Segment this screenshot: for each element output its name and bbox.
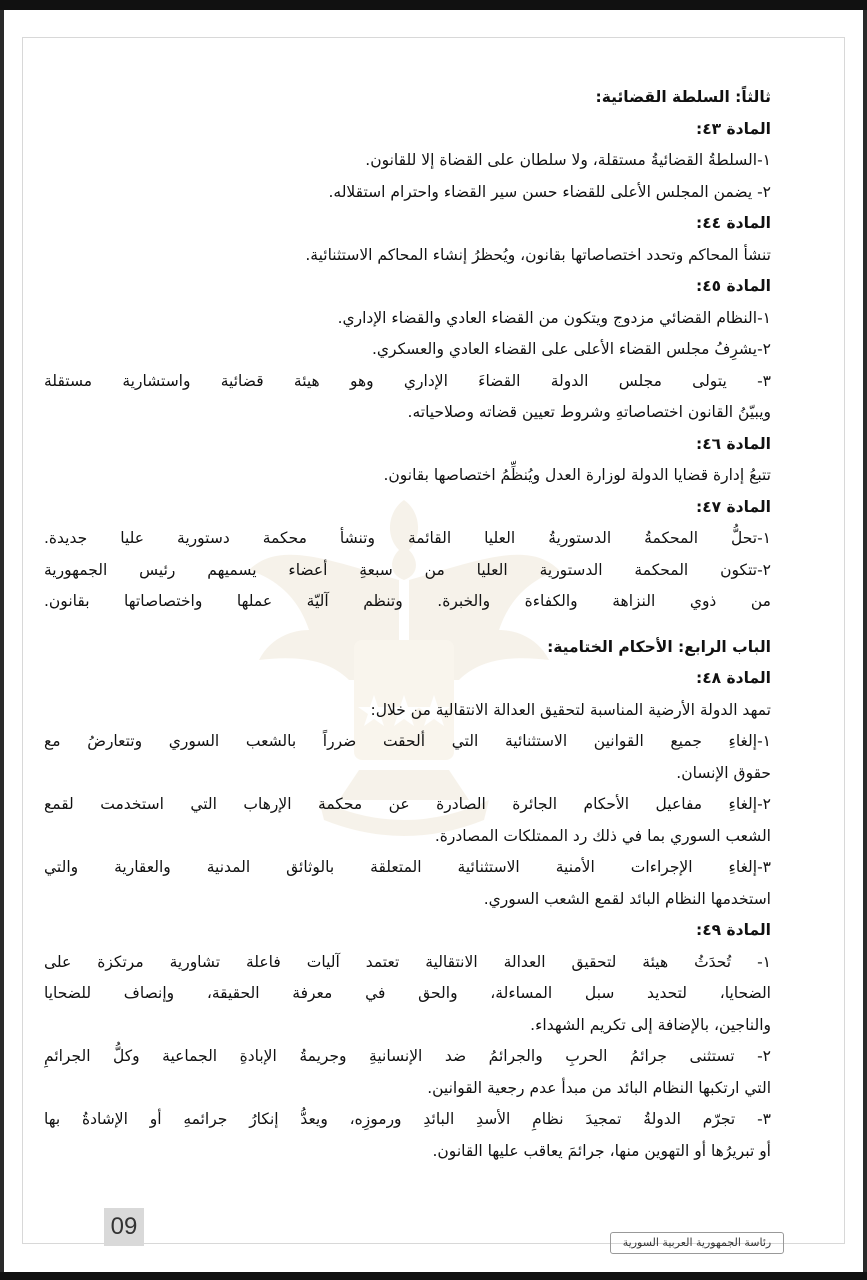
paragraph-line: ٢- يضمن المجلس الأعلى للقضاء حسن سير القضاء واحترام استقلاله. [328,182,771,201]
paragraph-line: تنشأ المحاكم وتحدد اختصاصاتها بقانون، ويُحظرُ إنشاء المحاكم الاستثنائية. [305,245,771,264]
section-heading: المادة ٤٨: [696,669,771,687]
paragraph-line: ٢-إلغاءِ مفاعيل الأحكام الجائرة الصادرة عن محكمة الإرهاب التي استخدمت لقمع [44,795,771,813]
page-number: 09 [104,1208,144,1246]
paragraph-line: الشعب السوري بما في ذلك رد الممتلكات المصادرة. [434,826,771,845]
paragraph-line: ٣-إلغاءِ الإجراءات الأمنية الاستثنائية المتعلقة بالوثائق المدنية والعقارية والتي [44,858,771,876]
paragraph-line: ٢-تتكون المحكمة الدستورية العليا من سبعةِ أعضاء يسميهم رئيس الجمهورية [44,560,771,579]
section-heading: المادة ٤٣: [696,119,771,138]
paragraph-line: تمهد الدولة الأرضية المناسبة لتحقيق العدالة الانتقالية من خلال: [370,700,771,719]
paragraph-line: ويبيّنُ القانون اختصاصاتهِ وشروط تعيين قضاته وصلاحياته. [407,403,771,421]
paragraph-line: الضحايا، لتحديد سبل المساءلة، والحق في معرفة الحقيقة، وإنصاف للضحايا [44,984,771,1002]
paragraph-line: تتبعُ إدارة قضايا الدولة لوزارة العدل ويُنظِّمُ اختصاصها بقانون. [383,466,771,484]
document-body [44,82,771,1167]
section-heading: المادة ٤٤: [696,214,771,232]
document-page [0,10,867,1272]
paragraph-line: ١-السلطةُ القضائيةُ مستقلة، ولا سلطان على القضاة إلا للقانون. [365,151,771,169]
paragraph-line: ٣- يتولى مجلس الدولة القضاءَ الإداري وهو هيئة قضائية واستشارية مستقلة [44,371,771,390]
section-heading: الباب الرابع: الأحكام الختامية: [547,637,771,656]
paragraph-line: ٢-يشرِفُ مجلس القضاء الأعلى على القضاء العادي والعسكري. [371,340,771,358]
paragraph-line: ١-إلغاءِ جميع القوانين الاستثنائية التي ألحقت ضرراً بالشعب السوري وتتعارضُ مع [44,732,771,750]
paragraph-line: ١- تُحدَثُ هيئة لتحقيق العدالة الانتقالية تعتمد آليات فاعلة تشاورية مرتكزة على [44,952,771,971]
section-heading: المادة ٤٧: [696,497,771,516]
paragraph-line: ٢- تستثنى جرائمُ الحربِ والجرائمُ ضد الإنسانيةِ وجريمةُ الإبادةِ الجماعية وكلُّ الجرائمِ [44,1047,771,1065]
paragraph-line: ١-تحلُّ المحكمةُ الدستوريةُ العليا القائمة وتنشأ محكمة دستورية عليا جديدة. [44,529,771,547]
section-heading: المادة ٤٥: [696,277,771,295]
paragraph-line: حقوق الإنسان. [676,763,771,782]
paragraph-line: ١-النظام القضائي مزدوج ويتكون من القضاء العادي والقضاء الإداري. [337,308,771,327]
paragraph-line: من ذوي النزاهة والكفاءة والخبرة. وتنظم آليّة عملها واختصاصاتها بقانون. [44,592,771,610]
section-heading: المادة ٤٩: [696,921,771,939]
paragraph-line: أو تبريرُها أو التهوين منها، جرائمَ يعاقب عليها القانون. [432,1141,771,1160]
section-gap [44,618,771,632]
section-heading: المادة ٤٦: [696,434,771,453]
issuer-label: رئاسة الجمهورية العربية السورية [610,1232,784,1254]
paragraph-line: والناجين، بالإضافة إلى تكريم الشهداء. [530,1015,771,1034]
section-heading: ثالثاً: السلطة القضائية: [595,88,771,106]
paragraph-line: ٣- تجرّم الدولةُ تمجيدَ نظامِ الأسدِ البائدِ ورموزِه، ويعدُّ إنكارُ جرائمهِ أو الإشادةُ بها [44,1110,771,1128]
paragraph-line: استخدمها النظام البائد لقمع الشعب السوري. [483,889,771,908]
paragraph-line: التي ارتكبها النظام البائد من مبدأ عدم رجعية القوانين. [427,1078,771,1097]
